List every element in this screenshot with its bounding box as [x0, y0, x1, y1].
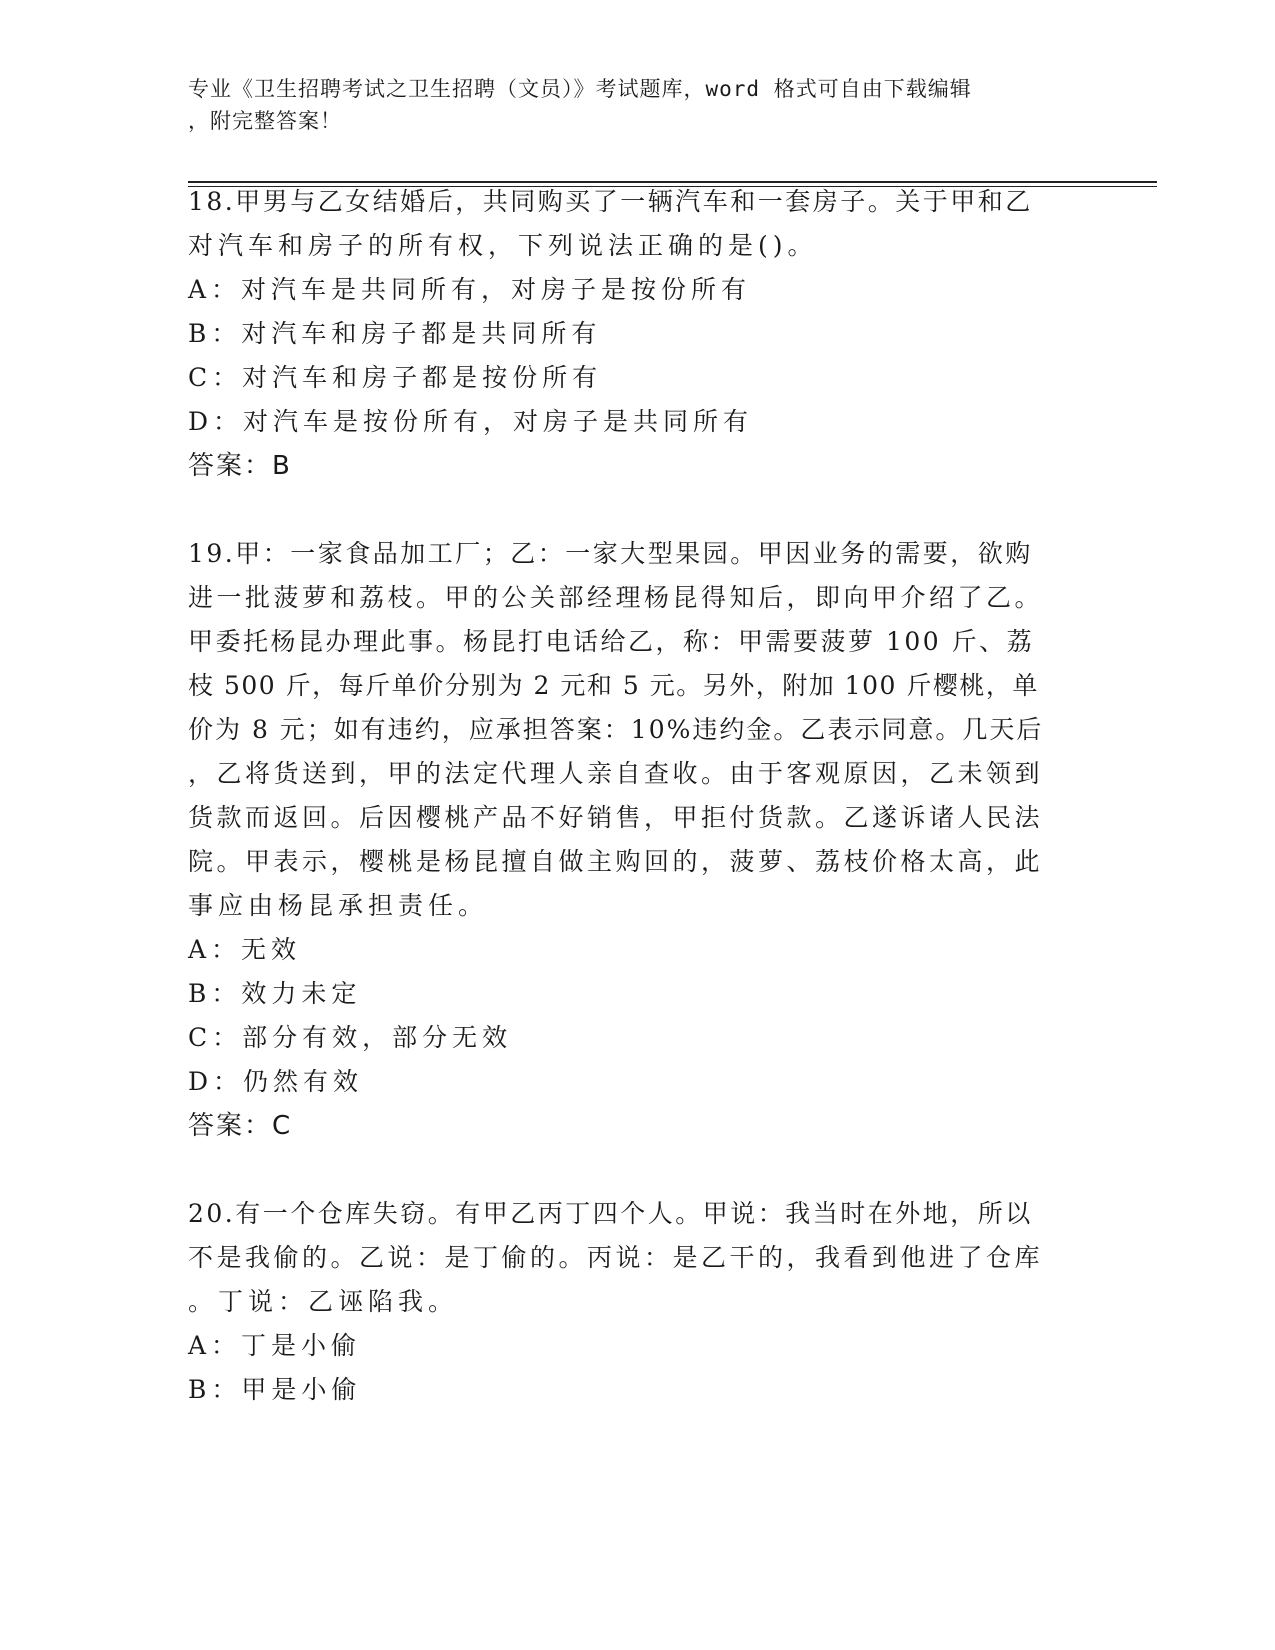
question-text-line: 院。甲表示，樱桃是杨昆擅自做主购回的，菠萝、荔枝价格太高，此 — [188, 847, 1044, 876]
header-line-2: ，附完整答案！ — [188, 109, 342, 133]
option-a: A：丁是小偷 — [188, 1331, 362, 1360]
question-text-line: 不是我偷的。乙说：是丁偷的。丙说：是乙干的，我看到他进了仓库 — [188, 1243, 1044, 1272]
question-text-line: 18.甲男与乙女结婚后，共同购买了一辆汽车和一套房子。关于甲和乙 — [188, 187, 1033, 216]
question-text-line: ，乙将货送到，甲的法定代理人亲自查收。由于客观原因，乙未领到 — [188, 759, 1044, 788]
option-b: B：对汽车和房子都是共同所有 — [188, 319, 602, 348]
question-text-line: 20.有一个仓库失窃。有甲乙丙丁四个人。甲说：我当时在外地，所以 — [188, 1199, 1033, 1228]
header-divider-thick — [188, 181, 1157, 183]
question-text-line: 枝 500 斤，每斤单价分别为 2 元和 5 元。另外，附加 100 斤樱桃，单 — [188, 671, 1039, 700]
option-d: D：对汽车是按份所有，对房子是共同所有 — [188, 407, 754, 436]
question-text-line: 甲委托杨昆办理此事。杨昆打电话给乙，称：甲需要菠萝 100 斤、荔 — [188, 627, 1035, 656]
question-text-line: 对汽车和房子的所有权，下列说法正确的是()。 — [188, 231, 818, 260]
option-b: B：效力未定 — [188, 979, 362, 1008]
question-text-line: 19.甲：一家食品加工厂；乙：一家大型果园。甲因业务的需要，欲购 — [188, 539, 1033, 568]
option-d: D：仍然有效 — [188, 1067, 364, 1096]
question-text-line: 。丁说：乙诬陷我。 — [188, 1287, 459, 1316]
question-text-line: 进一批菠萝和荔枝。甲的公关部经理杨昆得知后，即向甲介绍了乙。 — [188, 583, 1044, 612]
option-c: C：对汽车和房子都是按份所有 — [188, 363, 603, 392]
question-text-line: 货款而返回。后因樱桃产品不好销售，甲拒付货款。乙遂诉诸人民法 — [188, 803, 1044, 832]
option-c: C：部分有效，部分无效 — [188, 1023, 513, 1052]
option-a: A：对汽车是共同所有，对房子是按份所有 — [188, 275, 752, 304]
question-text-line: 价为 8 元；如有违约，应承担答案：10%违约金。乙表示同意。几天后 — [188, 715, 1044, 744]
header-line-1: 专业《卫生招聘考试之卫生招聘（文员）》考试题库，word 格式可自由下载编辑 — [188, 77, 972, 101]
option-b: B：甲是小偷 — [188, 1375, 362, 1404]
answer-line: 答案：C — [188, 1111, 293, 1141]
answer-line: 答案：B — [188, 451, 292, 481]
option-a: A：无效 — [188, 935, 302, 964]
question-text-line: 事应由杨昆承担责任。 — [188, 891, 489, 920]
